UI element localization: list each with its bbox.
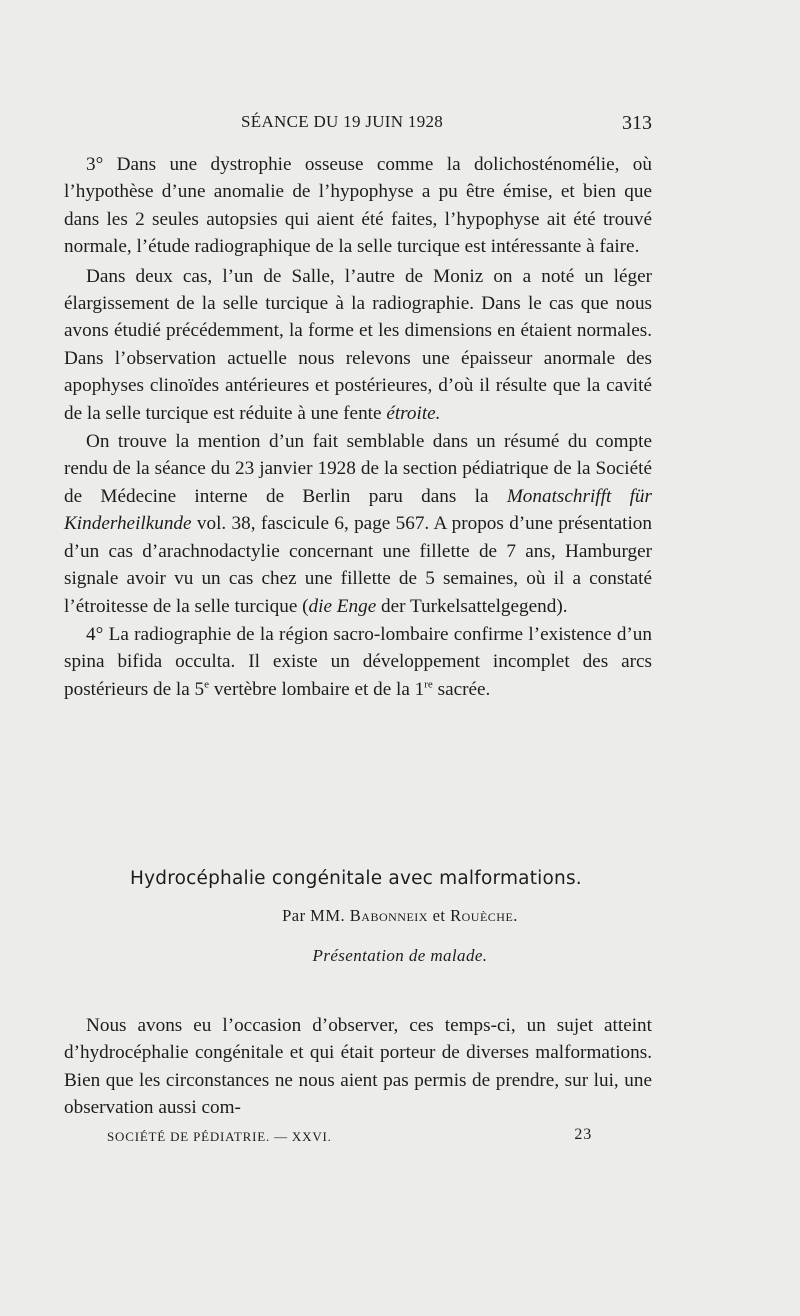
article-body [64, 1012, 652, 1121]
byline [0, 906, 800, 926]
paragraph-hamburger [64, 428, 652, 620]
paragraph-dystrophie: 3° Dans une dystrophie osseuse comme la dolichosténomélie, où l’hypothèse d’une anomalie de l’hypophyse a pu être émise, et bien que dans les 2 seules autopsies qui aient été faites, l’hypophyse ait été trouvé normale, l’étude radiographique de la selle turcique est intéressante à faire. [64, 154, 652, 258]
author-babonneix: Babonneix [349, 906, 428, 925]
paragraph-radiographie-c: sacrée. [432, 678, 491, 700]
signature-number: 23 [574, 1126, 592, 1143]
italic-etroite: étroite. [386, 402, 441, 424]
article-subtitle: Présentation de malade. [312, 946, 488, 965]
article-title: Hydrocéphalie congénitale avec malformations. [130, 868, 582, 889]
paragraph-hamburger-text: On trouve la mention d’un fait semblable dans un résumé du compte rendu de la séance du 23 janvier 1928 de la section pédiatrique de la Société de Médecine interne de Berlin paru dans la [64, 431, 652, 507]
byline-and: et [427, 906, 451, 925]
running-head-title: SÉANCE DU 19 JUIN 1928 [241, 112, 444, 131]
paragraph-hamburger-mid: vol. 38, fascicule 6, page 567. A propos d’une présentation d’un cas d’arachnodactylie concernant une fillette de 7 ans, Hamburger signale avoir vu un cas chez une fillette de 5 semaines, où il a constaté l’étroitesse de la selle turcique ( [64, 513, 652, 617]
paragraph-hamburger-end: der Turkelsattelgegend). [376, 595, 568, 617]
footer-signature: SOCIÉTÉ DE PÉDIATRIE. — XXVI. [107, 1129, 332, 1144]
body-text [64, 151, 652, 703]
paragraph-selle-turcique [64, 263, 652, 427]
journal-title: Monatschrifft für Kinderheilkunde [64, 485, 652, 535]
page-footer [64, 1126, 594, 1150]
author-roueche: Rouèche. [450, 906, 518, 925]
superscript-e: e [204, 678, 210, 691]
article-first-paragraph: Nous avons eu l’occasion d’observer, ces temps-ci, un sujet atteint d’hydrocéphalie congénitale et qui était porteur de diverses malformations. Bien que les circonstances ne nous aient pas permis de prendre, sur lui, une observation aussi com- [64, 1015, 652, 1118]
running-head [64, 112, 652, 142]
paragraph-radiographie-b: vertèbre lombaire et de la 1 [209, 678, 425, 700]
italic-die-enge: die Enge [308, 595, 377, 617]
paragraph-radiographie-a: 4° La radiographie de la région sacro-lombaire confirme l’existence d’un spina bifida occulta. Il existe un développement incomplet des arcs postérieurs de la 5 [64, 623, 652, 700]
byline-prefix: Par MM. [282, 906, 350, 925]
superscript-re: re [424, 678, 433, 691]
paragraph-radiographie [64, 621, 652, 703]
page-number: 313 [622, 112, 652, 134]
paragraph-selle-turcique-text: Dans deux cas, l’un de Salle, l’autre de Moniz on a noté un léger élargissement de la selle turcique à la radiographie. Dans le cas que nous avons étudié précédemment, la forme et les dimensions en étaient normales. Dans l’observation actuelle nous relevons une épaisseur anormale des apophyses clinoïdes antérieures et postérieures, d’où il résulte que la cavité de la selle turcique est réduite à une fente [64, 265, 652, 424]
